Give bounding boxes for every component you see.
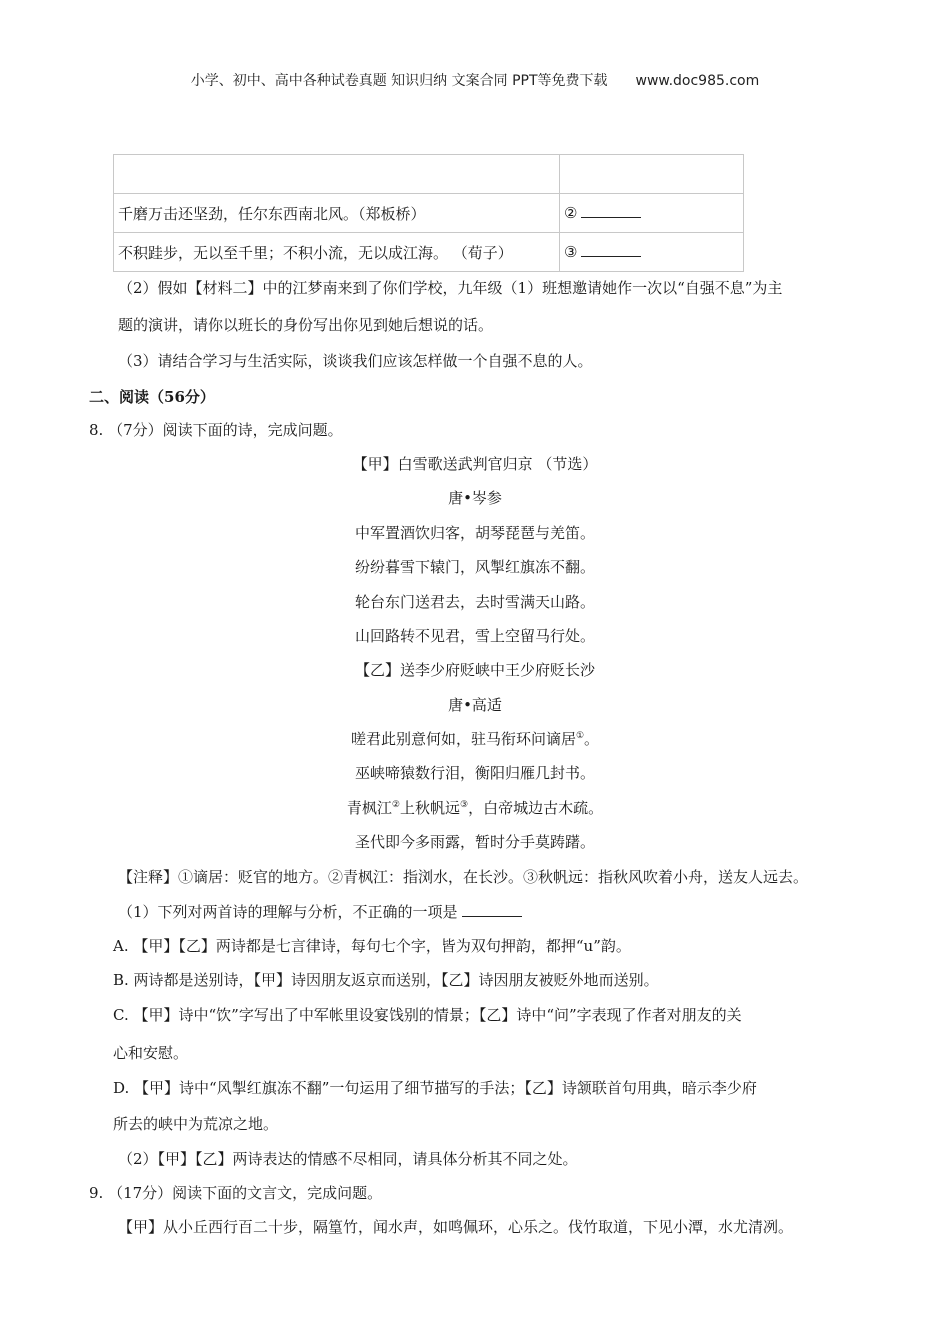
header-text: 小学、初中、高中各种试卷真题 知识归纳 文案合同 PPT等免费下载 (190, 73, 608, 89)
q8-sub1-text: （1）下列对两首诗的理解与分析，不正确的一项是 (118, 903, 458, 921)
table-cell-quote (114, 155, 560, 194)
annotation-note: 【注释】①谪居：贬官的地方。②青枫江：指浏水，在长沙。③秋帆远：指秋风吹着小舟，送友人远去。 (118, 868, 809, 886)
poem2-text: ，白帝城边古木疏。 (468, 799, 604, 817)
option-d-line2: 所去的峡中为荒凉之地。 (113, 1115, 279, 1133)
q7-sub3: （3）请结合学习与生活实际，谈谈我们应该怎样做一个自强不息的人。 (118, 352, 593, 370)
table-row (114, 155, 744, 194)
footnote-mark: ① (575, 731, 585, 741)
poem2-line (0, 797, 950, 818)
poem1-title: 【甲】白雪歌送武判官归京 （节选） (352, 455, 598, 473)
option-c-line2: 心和安慰。 (113, 1044, 189, 1062)
header-url[interactable]: www.doc985.com (635, 73, 760, 89)
q8-sub1 (118, 901, 522, 922)
table-row (114, 233, 744, 272)
table-cell-answer (560, 155, 744, 194)
poem2-text: 上秋帆远 (399, 799, 460, 817)
poem2-line: 圣代即今多雨露，暂时分手莫踌躇。 (354, 833, 595, 851)
answer-number: ② (564, 204, 578, 222)
page-header (0, 70, 950, 90)
poem1-line: 轮台东门送君去，去时雪满天山路。 (354, 593, 595, 611)
quote-table (113, 154, 744, 272)
table-row (114, 194, 744, 233)
q9-stem: 9. （17分）阅读下面的文言文，完成问题。 (89, 1184, 383, 1202)
poem2-text: 嗟君此别意何如，驻马衔环问谪居 (350, 730, 576, 748)
answer-blank[interactable] (581, 255, 641, 257)
table-cell-quote: 千磨万击还坚劲，任尔东西南北风。（郑板桥） (114, 194, 560, 233)
poem2-text: 。 (584, 730, 600, 748)
q7-sub2-line1: （2）假如【材料二】中的江梦南来到了你们学校，九年级（1）班想邀请她作一次以“自强不息”为主 (118, 279, 783, 297)
option-c-line1: C. 【甲】诗中“饮”字写出了中军帐里设宴饯别的情景；【乙】诗中“问”字表现了作者对朋友的关 (113, 1006, 742, 1024)
option-a: A. 【甲】【乙】两诗都是七言律诗，每句七个字，皆为双句押韵，都押“u”韵。 (113, 937, 631, 955)
q9-passage: 【甲】从小丘西行百二十步，隔篁竹，闻水声，如鸣佩环，心乐之。伐竹取道，下见小潭，水尤清冽。 (118, 1218, 794, 1236)
poem2-line (0, 728, 950, 749)
poem1-line: 山回路转不见君，雪上空留马行处。 (354, 627, 595, 645)
q8-stem: 8. （7分）阅读下面的诗，完成问题。 (89, 421, 343, 439)
answer-blank[interactable] (581, 216, 641, 218)
poem2-line: 巫峡啼猿数行泪，衡阳归雁几封书。 (354, 764, 595, 782)
q7-sub2-line2: 题的演讲，请你以班长的身份写出你见到她后想说的话。 (118, 316, 494, 334)
table-cell-answer (560, 194, 744, 233)
poem1-line: 纷纷暮雪下辕门，风掣红旗冻不翻。 (354, 558, 595, 576)
poem2-author: 唐•高适 (448, 696, 502, 714)
answer-blank[interactable] (462, 915, 522, 917)
poem1-author: 唐•岑参 (448, 489, 502, 507)
poem2-title: 【乙】送李少府贬峡中王少府贬长沙 (354, 661, 595, 679)
footnote-mark: ③ (460, 800, 469, 810)
poem2-text: 青枫江 (346, 799, 392, 817)
option-d-line1: D. 【甲】诗中“风掣红旗冻不翻”一句运用了细节描写的手法；【乙】诗颔联首句用典，暗示李少府 (113, 1079, 757, 1097)
answer-number: ③ (564, 243, 578, 261)
poem1-line: 中军置酒饮归客，胡琴琵琶与羌笛。 (354, 524, 595, 542)
option-b: B. 两诗都是送别诗，【甲】诗因朋友返京而送别，【乙】诗因朋友被贬外地而送别。 (113, 971, 659, 989)
footnote-mark: ② (391, 800, 400, 810)
table-cell-answer (560, 233, 744, 272)
table-cell-quote: 不积跬步，无以至千里；不积小流，无以成江海。 （荀子） (114, 233, 560, 272)
q8-sub2: （2）【甲】【乙】两诗表达的情感不尽相同，请具体分析其不同之处。 (118, 1150, 578, 1168)
section-title: 二、阅读（56分） (89, 388, 215, 406)
